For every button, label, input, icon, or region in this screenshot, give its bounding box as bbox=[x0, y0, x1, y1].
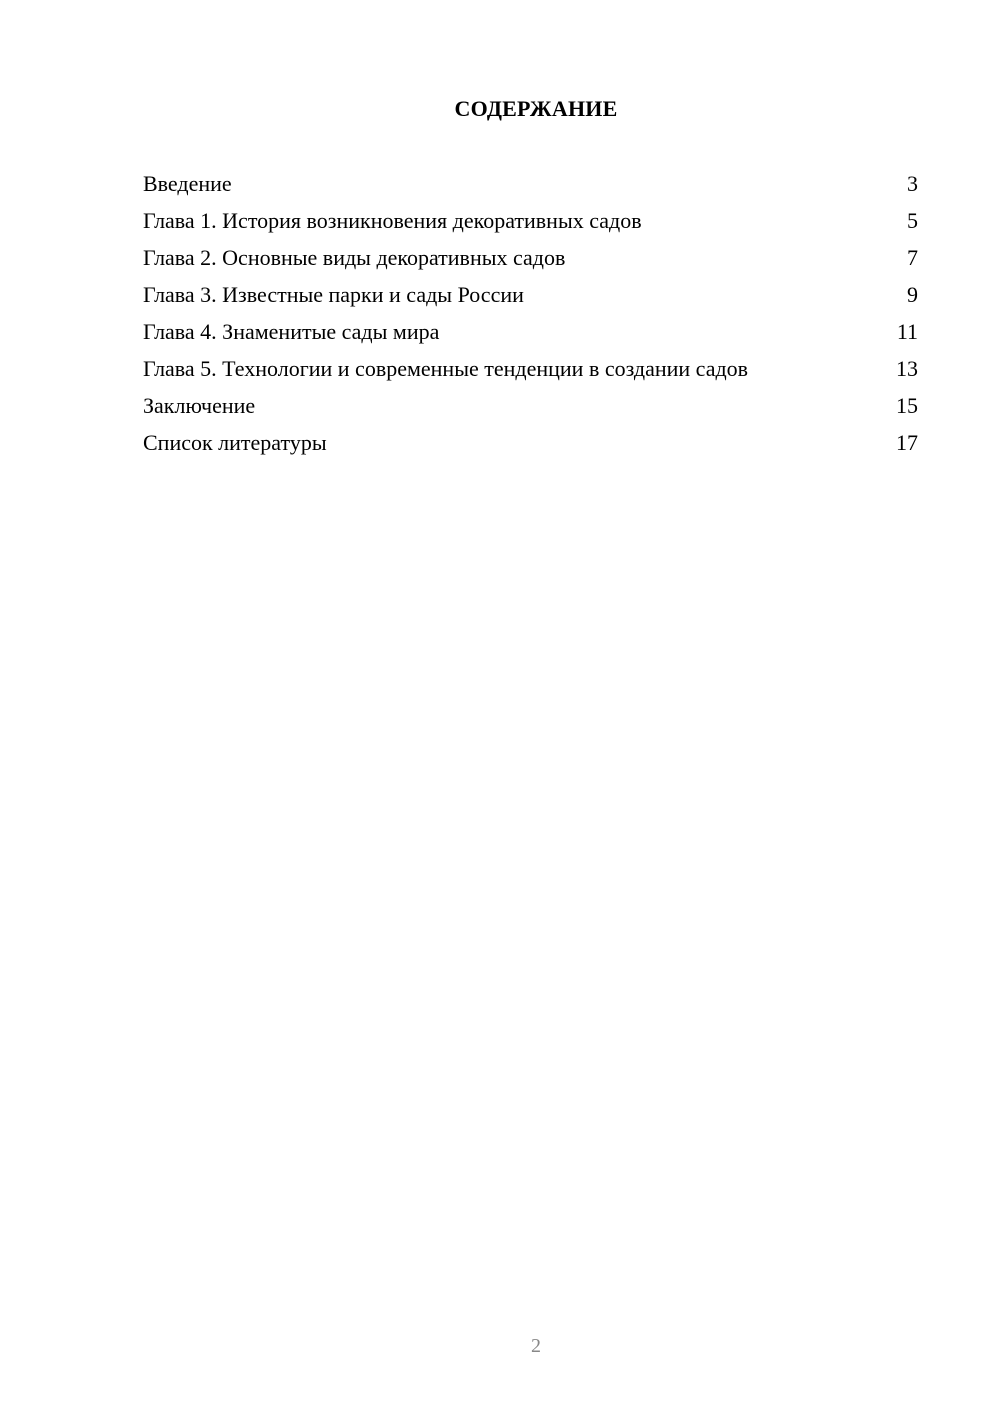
toc-entry[interactable] bbox=[143, 392, 918, 419]
toc-entry[interactable] bbox=[143, 244, 918, 271]
toc-entry-title: Введение bbox=[143, 171, 232, 196]
toc-entry-page: 3 bbox=[907, 171, 918, 196]
toc-entry-page: 17 bbox=[896, 430, 918, 455]
toc-entry[interactable] bbox=[143, 355, 918, 382]
toc-entry[interactable] bbox=[143, 318, 918, 345]
page-number: 2 bbox=[531, 1335, 541, 1357]
toc-entry-title: Глава 5. Технологии и современные тенденции в создании садов bbox=[143, 356, 749, 381]
toc-entry[interactable] bbox=[143, 170, 918, 197]
toc-entry-title: Глава 2. Основные виды декоративных садов bbox=[143, 245, 566, 270]
toc-entry-title: Список литературы bbox=[143, 430, 327, 455]
toc-entry-page: 13 bbox=[896, 356, 918, 381]
toc-entry-page: 9 bbox=[907, 282, 918, 307]
toc-entry-page: 15 bbox=[896, 393, 918, 418]
toc-entry[interactable] bbox=[143, 281, 918, 308]
toc-entry-title: Глава 3. Известные парки и сады России bbox=[143, 282, 524, 307]
toc-entry[interactable] bbox=[143, 429, 918, 456]
toc-entry[interactable] bbox=[143, 207, 918, 234]
toc-entry-page: 11 bbox=[896, 319, 918, 344]
toc-entry-title: Глава 4. Знаменитые сады мира bbox=[143, 319, 440, 344]
page-title: СОДЕРЖАНИЕ bbox=[454, 96, 618, 121]
toc-entry-page: 7 bbox=[907, 245, 918, 270]
toc-entry-page: 5 bbox=[907, 208, 918, 233]
toc-entry-title: Заключение bbox=[143, 393, 256, 418]
toc-entry-title: Глава 1. История возникновения декоративных садов bbox=[143, 208, 642, 233]
table-of-contents bbox=[143, 170, 918, 466]
